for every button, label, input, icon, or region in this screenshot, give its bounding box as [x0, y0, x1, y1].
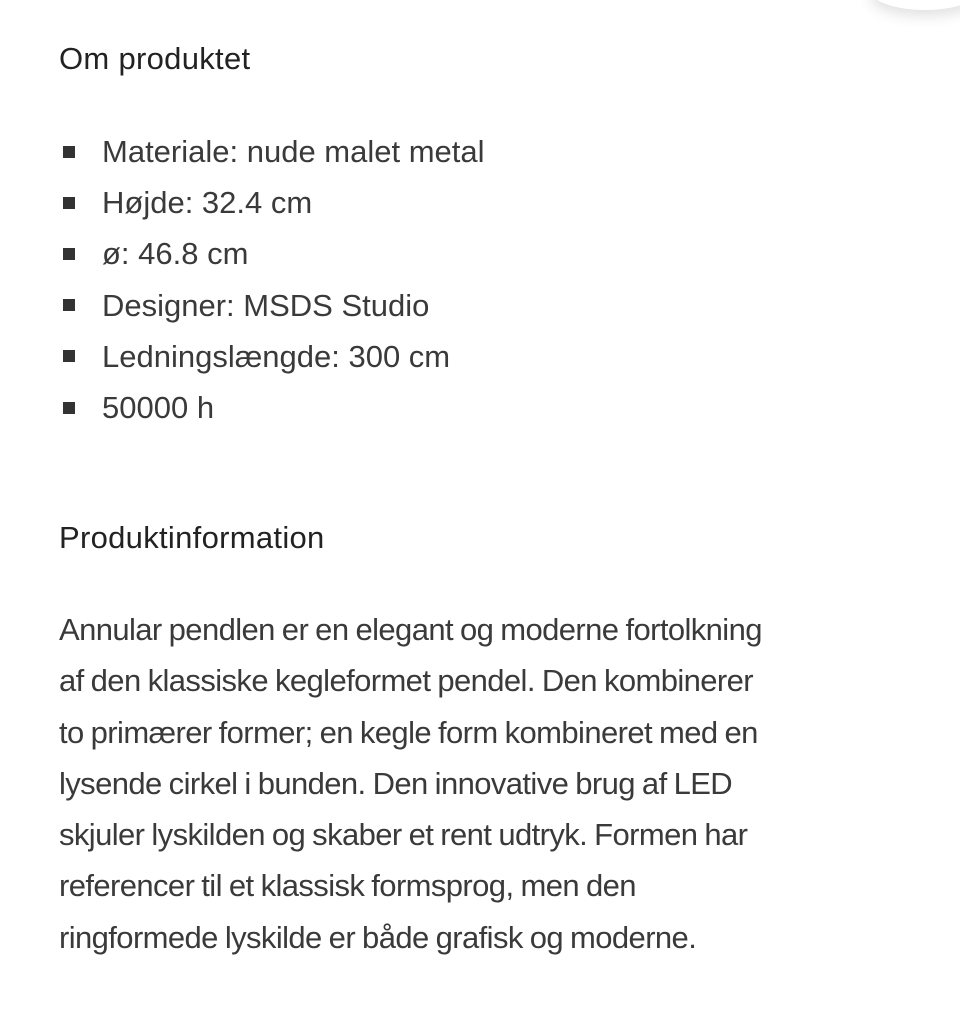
square-bullet-icon	[63, 350, 75, 362]
description-line: lysende cirkel i bunden. Den innovative brug af LED	[59, 765, 733, 801]
spec-item-lifetime	[59, 382, 485, 433]
spec-item-height	[59, 177, 485, 228]
square-bullet-icon	[63, 299, 75, 311]
spec-item-designer	[59, 280, 485, 331]
square-bullet-icon	[63, 197, 75, 209]
spec-text: Designer: MSDS Studio	[102, 287, 430, 323]
spec-text: Materiale: nude malet metal	[102, 134, 485, 170]
spec-text: ø: 46.8 cm	[102, 236, 249, 272]
description-line: Annular pendlen er en elegant og moderne fortolkning	[59, 612, 762, 647]
product-information-heading: Produktinformation	[59, 520, 325, 555]
floating-button-shadow	[870, 0, 960, 10]
description-line: af den klassiske kegleformet pendel. Den kombinerer	[59, 663, 754, 699]
square-bullet-icon	[63, 146, 75, 158]
spec-item-diameter	[59, 228, 485, 279]
description-line: ringformede lyskilde er både grafisk og moderne.	[59, 919, 697, 955]
spec-text: 50000 h	[102, 390, 215, 426]
spec-item-material	[59, 126, 485, 177]
square-bullet-icon	[63, 248, 75, 260]
product-description	[59, 604, 899, 963]
description-line: skjuler lyskilden og skaber et rent udtryk. Formen har	[59, 817, 748, 853]
spec-text: Ledningslængde: 300 cm	[102, 338, 451, 374]
description-line: referencer til et klassisk formsprog, men den	[59, 868, 636, 904]
spec-list	[59, 126, 485, 433]
about-product-heading: Om produktet	[59, 41, 251, 76]
spec-text: Højde: 32.4 cm	[102, 185, 313, 221]
spec-item-cord-length	[59, 331, 485, 382]
description-line: to primærer former; en kegle form kombineret med en	[59, 714, 758, 750]
square-bullet-icon	[63, 402, 75, 414]
